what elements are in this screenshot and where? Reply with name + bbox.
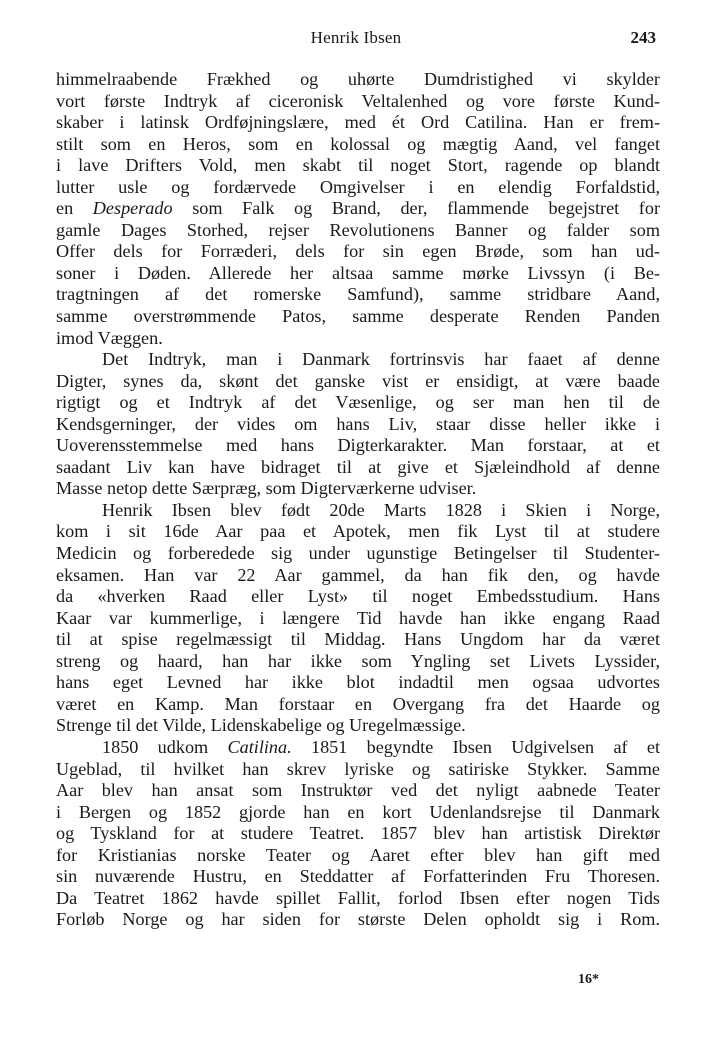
text-line — [56, 306, 660, 328]
text-line — [56, 672, 660, 694]
text-segment: lutter usle og fordærvede Omgivelser i en elendig Forfaldstid, — [56, 176, 660, 197]
body-text — [56, 69, 660, 931]
text-segment: rigtigt og et Indtryk af det Væsenlige, og ser man hen til de — [56, 392, 660, 413]
text-segment: Forløb Norge og har siden for største Delen opholdt sig i Rom. — [56, 909, 660, 930]
text-segment: og Tyskland for at studere Teatret. 1857 blev han artistisk Direktør — [56, 823, 660, 844]
text-segment: 1851 begyndte Ibsen Udgivelsen af et — [291, 736, 660, 757]
text-segment: været en Kamp. Man forstaar en Overgang fra det Haarde og — [56, 693, 660, 714]
text-segment: da «hverken Raad eller Lyst» til noget Embedsstudium. Hans — [56, 586, 660, 607]
text-line — [56, 694, 660, 716]
text-line — [56, 565, 660, 587]
text-line — [56, 543, 660, 565]
text-line — [56, 759, 660, 781]
text-line — [56, 284, 660, 306]
text-segment: til at spise regelmæssigt til Middag. Hans Ungdom har da været — [56, 629, 660, 650]
text-segment: vort første Indtryk af ciceronisk Veltalenhed og vore første Kund- — [56, 90, 660, 111]
text-segment: kom i sit 16de Aar paa et Apotek, men fik Lyst til at studere — [56, 521, 660, 542]
text-line — [56, 349, 660, 371]
text-segment: i Bergen og 1852 gjorde han en kort Udenlandsrejse til Danmark — [56, 801, 660, 822]
signature-mark: 16* — [578, 972, 599, 987]
text-segment: gamle Dages Storhed, rejser Revolutionens Banner og falder som — [56, 219, 660, 240]
text-line — [56, 91, 660, 113]
text-line — [56, 500, 660, 522]
text-segment: Da Teatret 1862 havde spillet Fallit, forlod Ibsen efter nogen Tids — [56, 887, 660, 908]
text-segment: soner i Døden. Allerede her altsaa samme mørke Livssyn (i Be- — [56, 262, 660, 283]
text-segment: himmelraabende Frækhed og uhørte Dumdristighed vi skylder — [56, 69, 660, 89]
text-line — [56, 521, 660, 543]
text-segment: imod Væggen. — [56, 327, 163, 348]
text-line — [56, 823, 660, 845]
text-line — [56, 69, 660, 91]
text-line — [56, 651, 660, 673]
text-segment: Digter, synes da, skønt det ganske vist er ensidigt, at være baade — [56, 370, 660, 391]
text-segment: stilt som en Heros, som en kolossal og mægtig Aand, vel fanget — [56, 133, 660, 154]
text-line — [56, 478, 660, 500]
text-segment: Ugeblad, til hvilket han skrev lyriske og satiriske Stykker. Samme — [56, 758, 660, 779]
text-line — [56, 328, 660, 350]
text-segment: sin nuværende Hustru, en Steddatter af Forfatterinden Fru Thoresen. — [56, 866, 660, 887]
text-line — [56, 177, 660, 199]
running-head — [56, 28, 656, 52]
text-line — [56, 155, 660, 177]
text-line — [56, 845, 660, 867]
text-line — [56, 263, 660, 285]
text-line — [56, 457, 660, 479]
text-line — [56, 435, 660, 457]
text-segment: samme overstrømmende Patos, samme desperate Renden Panden — [56, 306, 660, 327]
text-segment: for Kristianias norske Teater og Aaret efter blev han gift med — [56, 844, 660, 865]
text-line — [56, 392, 660, 414]
text-segment: Kaar var kummerlige, i længere Tid havde han ikke engang Raad — [56, 607, 660, 628]
text-line — [56, 586, 660, 608]
text-line — [56, 134, 660, 156]
text-line — [56, 780, 660, 802]
text-segment: Uoverensstemmelse med hans Digterkarakter. Man forstaar, at et — [56, 435, 660, 456]
text-line — [56, 371, 660, 393]
text-segment: Kendsgerninger, der vides om hans Liv, staar disse heller ikke i — [56, 413, 660, 434]
text-segment: eksamen. Han var 22 Aar gammel, da han fik den, og havde — [56, 564, 660, 585]
text-segment: Strenge til det Vilde, Lidenskabelige og Uregelmæssige. — [56, 715, 466, 736]
text-line — [56, 198, 660, 220]
text-segment: som Falk og Brand, der, flammende begejstret for — [172, 198, 660, 219]
text-segment: 1850 udkom — [102, 736, 228, 757]
text-line — [56, 909, 660, 931]
text-segment: hans eget Levned har ikke blot indadtil men ogsaa udvortes — [56, 672, 660, 693]
running-title: Henrik Ibsen — [310, 28, 402, 47]
italic-title: Catilina. — [227, 736, 292, 757]
text-segment: Medicin og forberedede sig under ugunstige Betingelser til Studenter- — [56, 543, 660, 564]
text-line — [56, 629, 660, 651]
text-line — [56, 715, 660, 737]
text-line — [56, 241, 660, 263]
text-line — [56, 608, 660, 630]
text-segment: Offer dels for Forræderi, dels for sin egen Brøde, som han ud- — [56, 241, 660, 262]
text-segment: skaber i latinsk Ordføjningslære, med ét Ord Catilina. Han er frem- — [56, 112, 660, 133]
text-segment: Aar blev han ansat som Instruktør ved det nyligt aabnede Teater — [56, 780, 660, 801]
text-line — [56, 888, 660, 910]
text-segment: i lave Drifters Vold, men skabt til noget Stort, ragende op blandt — [56, 155, 660, 176]
text-line — [56, 220, 660, 242]
page-number: 243 — [630, 28, 656, 47]
text-line — [56, 112, 660, 134]
text-segment: streng og haard, han har ikke som Yngling set Livets Lyssider, — [56, 650, 660, 671]
text-line — [56, 802, 660, 824]
text-line — [56, 866, 660, 888]
text-line — [56, 414, 660, 436]
text-line — [56, 737, 660, 759]
text-segment: Henrik Ibsen blev født 20de Marts 1828 i Skien i Norge, — [102, 499, 660, 520]
text-segment: en — [56, 198, 93, 219]
text-segment: tragtningen af det romerske Samfund), samme stridbare Aand, — [56, 284, 660, 305]
text-segment: saadant Liv kan have bidraget til at give et Sjæleindhold af denne — [56, 456, 660, 477]
text-segment: Masse netop dette Særpræg, som Digterværkerne udviser. — [56, 478, 477, 499]
text-segment: Det Indtryk, man i Danmark fortrinsvis har faaet af denne — [102, 349, 660, 370]
italic-title: Desperado — [92, 198, 173, 219]
